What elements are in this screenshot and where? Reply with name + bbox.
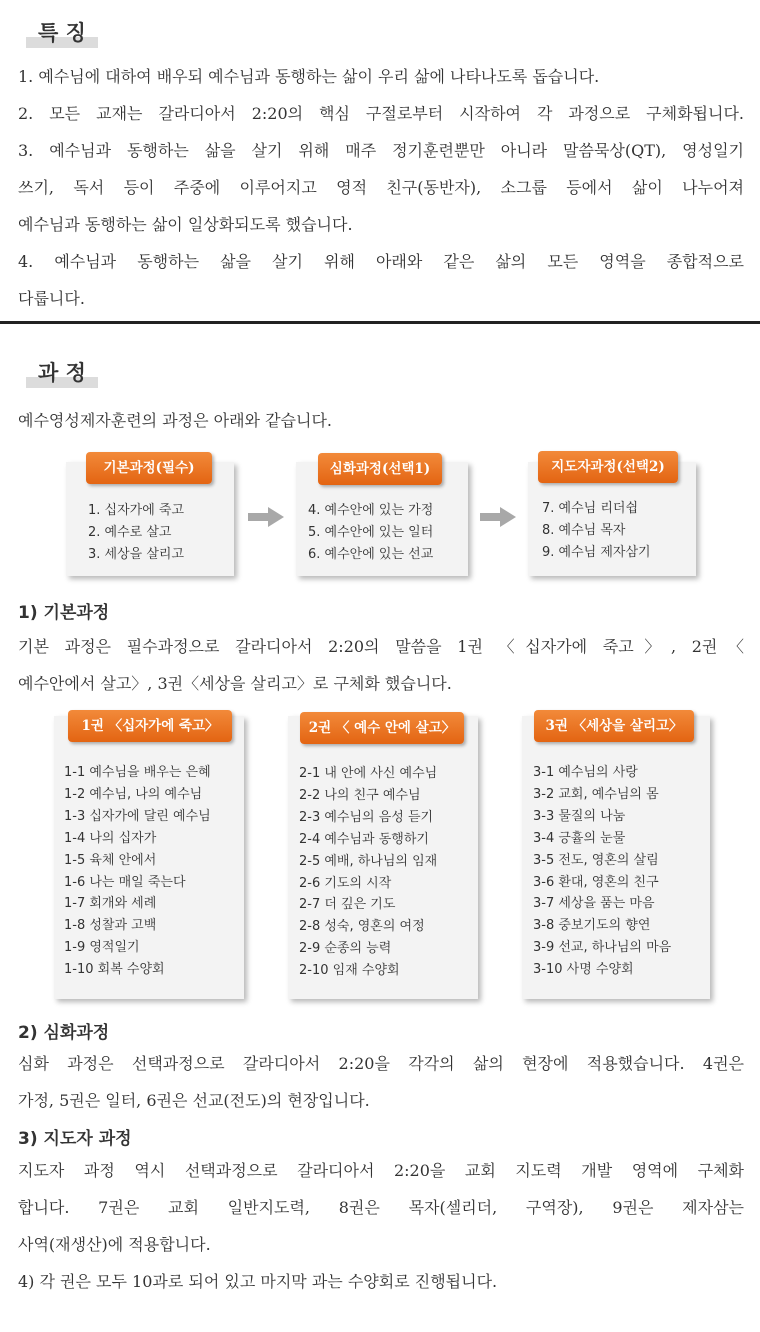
list-item: 2. 예수로 살고 (88, 525, 172, 540)
text-line: 지도자 과정 역시 선택과정으로 갈라디아서 2:20을 교회 지도력 개발 영역에 구체화 (18, 1161, 744, 1180)
list-item: 3-3 물질의 나눔 (533, 808, 626, 824)
list-item: 1-2 예수님, 나의 예수님 (64, 786, 203, 802)
advanced-heading: 2) 심화과정 (18, 1023, 110, 1043)
text-line: 예수안에서 살고〉, 3권〈세상을 살리고〉로 구체화 했습니다. (18, 674, 452, 693)
list-item: 1-10 회복 수양회 (64, 962, 165, 978)
list-item: 3-7 세상을 품는 마음 (533, 896, 655, 912)
text-line: 가정, 5권은 일터, 6권은 선교(전도)의 현장입니다. (18, 1091, 370, 1110)
list-item: 2-3 예수님의 음성 듣기 (299, 809, 434, 825)
stage-label-advanced: 심화과정(선택1) (318, 453, 442, 485)
list-item: 1-5 육체 안에서 (64, 852, 157, 868)
book-card-3 (522, 716, 710, 999)
list-item: 2-6 기도의 시작 (299, 875, 392, 891)
text-line: 4. 예수님과 동행하는 삶을 살기 위해 아래와 같은 삶의 모든 영역을 종합적으로 (18, 252, 744, 271)
section-divider (0, 321, 760, 324)
text-line: 예수님과 동행하는 삶이 일상화되도록 했습니다. (18, 215, 353, 234)
leader-heading: 3) 지도자 과정 (18, 1129, 132, 1149)
list-item: 1-9 영적일기 (64, 940, 140, 956)
list-item: 3-9 선교, 하나님의 마음 (533, 940, 672, 956)
list-item: 1-3 십자가에 달린 예수님 (64, 808, 211, 824)
advanced-text (18, 1045, 744, 1119)
stage-label-basic: 기본과정(필수) (86, 452, 212, 484)
book-label-1: 1권 〈십자가에 죽고〉 (68, 710, 232, 742)
list-item: 5. 예수안에 있는 일터 (308, 525, 434, 540)
arrow-right-icon (246, 505, 286, 529)
text-line: 1. 예수님에 대하여 배우되 예수님과 동행하는 삶이 우리 삶에 나타나도록 돕습니다. (18, 67, 600, 86)
text-line: 다룹니다. (18, 289, 85, 308)
book-card-2 (288, 716, 478, 999)
list-item: 3-1 예수님의 사랑 (533, 765, 638, 780)
leader-text (18, 1152, 744, 1300)
features-text (18, 58, 744, 317)
list-item: 2-5 예배, 하나님의 임재 (299, 853, 438, 869)
text-line: 심화 과정은 선택과정으로 갈라디아서 2:20을 각각의 삶의 현장에 적용했습니다. 4권은 (18, 1054, 744, 1073)
list-item: 8. 예수님 목자 (542, 523, 626, 538)
list-item: 7. 예수님 리더쉽 (542, 501, 639, 516)
list-item: 1-1 예수님을 배우는 은혜 (64, 765, 211, 780)
list-item: 3-8 중보기도의 향연 (533, 918, 651, 934)
features-title: 특 징 (26, 18, 98, 48)
text-line: 사역(재생산)에 적용합니다. (18, 1235, 211, 1254)
stage-label-leader: 지도자과정(선택2) (538, 451, 678, 483)
list-item: 3-2 교회, 예수님의 몸 (533, 786, 659, 802)
text-line: 합니다. 7권은 교회 일반지도력, 8권은 목자(셀리더, 구역장), 9권은 제자삼는 (18, 1198, 744, 1217)
text-line: 예수영성제자훈련의 과정은 아래와 같습니다. (18, 411, 333, 430)
list-item: 4. 예수안에 있는 가정 (308, 503, 434, 518)
list-item: 1. 십자가에 죽고 (88, 503, 185, 518)
text-line: 기본 과정은 필수과정으로 갈라디아서 2:20의 말씀을 1권 〈십자가에 죽고〉, 2권〈 (18, 637, 744, 656)
book-label-2: 2권 〈 예수 안에 살고〉 (300, 712, 464, 744)
process-intro (18, 402, 744, 439)
list-item: 2-4 예수님과 동행하기 (299, 831, 429, 847)
list-item: 3-10 사명 수양회 (533, 962, 634, 978)
list-item: 1-7 회개와 세례 (64, 896, 157, 912)
list-item: 2-8 성숙, 영혼의 여정 (299, 919, 425, 935)
list-item: 2-7 더 깊은 기도 (299, 897, 396, 913)
list-item: 2-9 순종의 능력 (299, 941, 392, 957)
list-item: 3. 세상을 살리고 (88, 547, 185, 562)
list-item: 9. 예수님 제자삼기 (542, 545, 651, 560)
basic-text (18, 628, 744, 702)
text-line: 3. 예수님과 동행하는 삶을 살기 위해 매주 정기훈련뿐만 아니라 말씀묵상(QT), 영성일기 (18, 141, 744, 160)
text-line: 4) 각 권은 모두 10과로 되어 있고 마지막 과는 수양회로 진행됩니다. (18, 1272, 498, 1291)
book-label-3: 3권 〈세상을 살리고〉 (534, 710, 694, 742)
text-line: 2. 모든 교재는 갈라디아서 2:20의 핵심 구절로부터 시작하여 각 과정으로 구체화됩니다. (18, 104, 744, 123)
arrow-right-icon (478, 505, 518, 529)
list-item: 1-4 나의 십자가 (64, 830, 157, 846)
list-item: 1-6 나는 매일 죽는다 (64, 874, 186, 890)
basic-heading: 1) 기본과정 (18, 603, 110, 623)
list-item: 3-5 전도, 영혼의 살림 (533, 852, 659, 868)
process-title: 과 정 (26, 358, 98, 388)
list-item: 3-4 긍휼의 눈물 (533, 830, 626, 846)
list-item: 6. 예수안에 있는 선교 (308, 547, 434, 562)
list-item: 2-2 나의 친구 예수님 (299, 787, 421, 803)
list-item: 3-6 환대, 영혼의 친구 (533, 874, 659, 890)
text-line: 쓰기, 독서 등이 주중에 이루어지고 영적 친구(동반자), 소그룹 등에서 삶이 나누어져 (18, 178, 744, 197)
list-item: 2-10 임재 수양회 (299, 963, 400, 979)
list-item: 1-8 성찰과 고백 (64, 918, 157, 934)
list-item: 2-1 내 안에 사신 예수님 (299, 766, 438, 781)
book-card-1 (54, 716, 244, 999)
